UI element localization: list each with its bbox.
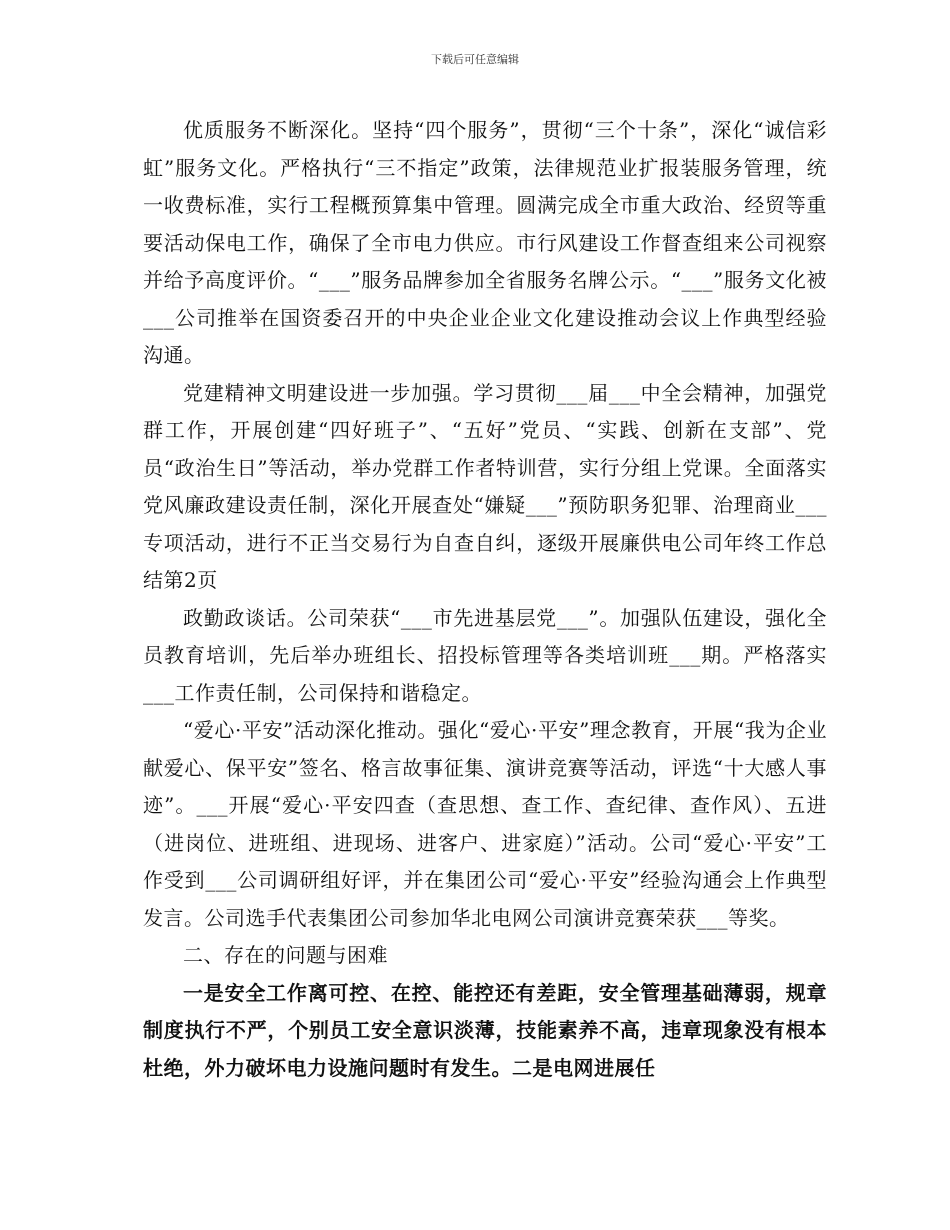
document-body [143, 112, 827, 1087]
paragraph-quality-service: 优质服务不断深化。坚持“四个服务”，贯彻“三个十条”，深化“诚信彩虹”服务文化。严格执行“三不指定”政策，法律规范业扩报装服务管理，统一收费标准，实行工程概预算集中管理。圆满完成全市重大政治、经贸等重要活动保电工作，确保了全市电力供应。市行风建设工作督查组来公司视察并给予高度评价。“___”服务品牌参加全省服务名牌公示。“___”服务文化被___公司推举在国资委召开的中央企业企业文化建设推动会议上作典型经验沟通。 [143, 118, 827, 367]
page-header: 下载后可任意编辑 [431, 53, 519, 66]
paragraph-party-building: 党建精神文明建设进一步加强。学习贯彻___届___中全会精神，加强党群工作，开展创建“四好班子”、“五好”党员、“实践、创新在支部”、党员“政治生日”等活动，举办党群工作者特训营，实行分组上党课。全面落实党风廉政建设责任制，深化开展查处“嫌疑___”预防职务犯罪、治理商业___专项活动，进行不正当交易行为自查自纠，逐级开展廉供电公司年终工作总结第2页 [143, 380, 827, 592]
paragraph-diligent-governance: 政勤政谈话。公司荣获“___市先进基层党___”。加强队伍建设，强化全员教育培训，先后举办班组长、招投标管理等各类培训班___期。严格落实___工作责任制，公司保持和谐稳定。 [143, 605, 827, 705]
section-heading-problems: 二、存在的问题与困难 [183, 943, 388, 967]
paragraph-problems-bold: 一是安全工作离可控、在控、能控还有差距，安全管理基础薄弱，规章制度执行不严，个别员工安全意识淡薄，技能素养不高，违章现象没有根本杜绝，外力破坏电力设施问题时有发生。二是电网进展任 [143, 980, 827, 1080]
paragraph-love-safety: “爱心·平安”活动深化推动。强化“爱心·平安”理念教育，开展“我为企业献爱心、保平安”签名、格言故事征集、演讲竞赛等活动，评选“十大感人事迹”。___开展“爱心·平安四查（查思想、查工作、查纪律、查作风）、五进（进岗位、进班组、进现场、进客户、进家庭）”活动。公司“爱心·平安”工作受到___公司调研组好评，并在集团公司“爱心·平安”经验沟通会上作典型发言。公司选手代表集团公司参加华北电网公司演讲竞赛荣获___等奖。 [143, 718, 827, 930]
